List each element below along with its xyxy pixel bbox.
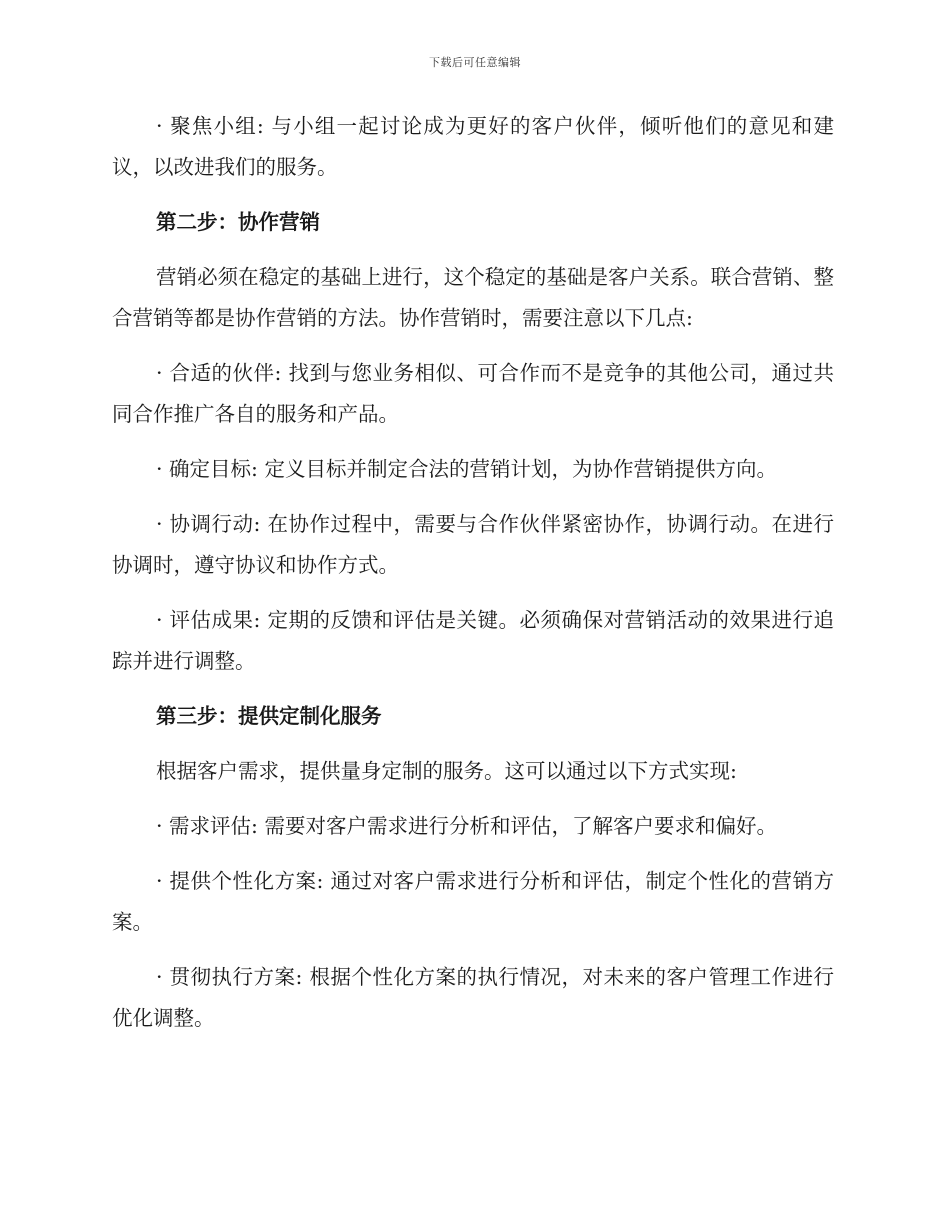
page-header: 下载后可任意编辑 [429,56,521,69]
bullet-personalized-plan: · 提供个性化方案: 通过对客户需求进行分析和评估，制定个性化的营销方案。 [112,869,834,934]
paragraph-custom-intro: 根据客户需求，提供量身定制的服务。这可以通过以下方式实现: [156,759,737,783]
bullet-execute-plan: · 贯彻执行方案: 根据个性化方案的执行情况，对未来的客户管理工作进行优化调整。 [112,965,834,1030]
bullet-partner: · 合适的伙伴: 找到与您业务相似、可合作而不是竞争的其他公司，通过共同合作推广各自的服务和产品。 [112,361,834,426]
bullet-focus-group: · 聚焦小组: 与小组一起讨论成为更好的客户伙伴，倾听他们的意见和建议，以改进我们的服务。 [112,114,834,179]
bullet-needs-assessment: · 需求评估: 需要对客户需求进行分析和评估，了解客户要求和偏好。 [156,814,777,838]
bullet-goal: · 确定目标: 定义目标并制定合法的营销计划，为协作营销提供方向。 [156,457,777,481]
section-heading-step2: 第二步：协作营销 [156,210,320,234]
bullet-evaluate: · 评估成果: 定期的反馈和评估是关键。必须确保对营销活动的效果进行追踪并进行调整。 [112,608,834,673]
section-heading-step3: 第三步：提供定制化服务 [156,704,382,728]
document-body [112,106,834,1053]
paragraph-collab-intro: 营销必须在稳定的基础上进行，这个稳定的基础是客户关系。联合营销、整合营销等都是协作营销的方法。协作营销时，需要注意以下几点: [112,265,834,330]
bullet-coordinate: · 协调行动: 在协作过程中，需要与合作伙伴紧密协作，协调行动。在进行协调时，遵守协议和协作方式。 [112,512,834,577]
